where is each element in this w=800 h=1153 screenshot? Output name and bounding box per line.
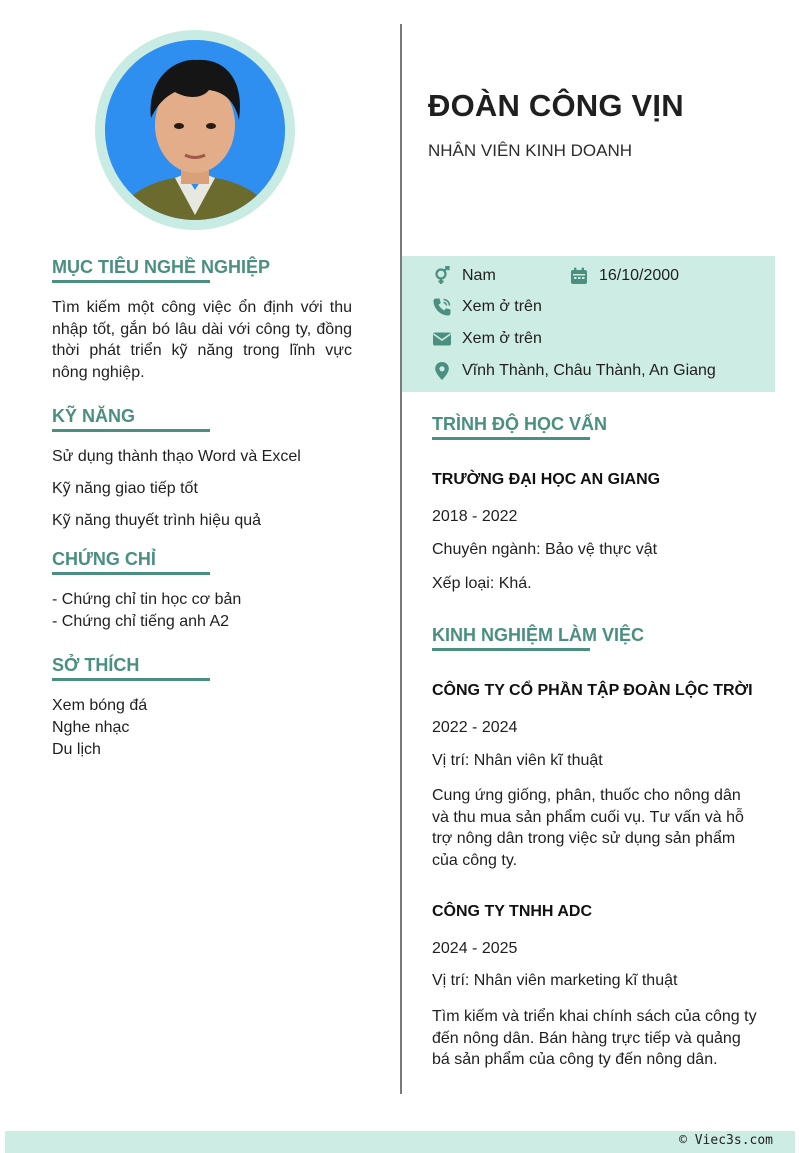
education-major: Chuyên ngành: Bảo vệ thực vật xyxy=(432,541,658,558)
objective-underline xyxy=(52,280,210,283)
contact-email xyxy=(432,329,542,349)
hobbies-title: SỞ THÍCH xyxy=(52,655,140,675)
column-divider xyxy=(400,24,402,1094)
job-description: Cung ứng giống, phân, thuốc cho nông dân và thu mua sản phẩm cuối vụ. Tư vấn và hỗ trợ nông dân trong việc sử dụng sản phẩm của công ty. xyxy=(432,787,744,869)
education-period: 2018 - 2022 xyxy=(432,508,518,525)
candidate-name: ĐOÀN CÔNG VỊN xyxy=(428,88,684,123)
job-position: Vị trí: Nhân viên kĩ thuật xyxy=(432,752,603,769)
skill-item: Kỹ năng giao tiếp tốt xyxy=(52,480,198,497)
job-description: Tìm kiếm và triển khai chính sách của công ty đến nông dân. Bán hàng trực tiếp và quảng bá sản phẩm của công ty đến nông dân. xyxy=(432,1008,757,1068)
email-icon xyxy=(432,329,452,349)
contact-address xyxy=(432,361,716,381)
objective-text: Tìm kiếm một công việc ổn định với thu nhập tốt, gắn bó lâu dài với công ty, đồng thời phát triển kỹ năng trong lĩnh vực nông nghiệp. xyxy=(52,299,352,381)
hobby-item: Nghe nhạc xyxy=(52,719,130,736)
email-value: Xem ở trên xyxy=(462,330,542,347)
job-company: CÔNG TY CỔ PHẦN TẬP ĐOÀN LỘC TRỜI xyxy=(432,682,753,699)
contact-birthdate xyxy=(569,266,679,286)
location-pin-icon xyxy=(432,361,452,381)
school-name: TRƯỜNG ĐẠI HỌC AN GIANG xyxy=(432,471,661,488)
education-grade: Xếp loại: Khá. xyxy=(432,575,532,592)
certificates-underline xyxy=(52,572,210,575)
avatar-frame xyxy=(95,30,295,230)
calendar-icon xyxy=(569,266,589,286)
hobby-item: Du lịch xyxy=(52,741,101,758)
skill-item: Kỹ năng thuyết trình hiệu quả xyxy=(52,512,262,529)
job-position: Vị trí: Nhân viên marketing kĩ thuật xyxy=(432,972,678,989)
footer-copyright: © Viec3s.com xyxy=(679,1133,773,1148)
candidate-position: NHÂN VIÊN KINH DOANH xyxy=(428,141,633,160)
address-value: Vĩnh Thành, Châu Thành, An Giang xyxy=(462,362,716,379)
gender-icon xyxy=(432,266,452,286)
certificate-item: - Chứng chỉ tiếng anh A2 xyxy=(52,613,230,630)
job-period: 2024 - 2025 xyxy=(432,940,518,957)
gender-value: Nam xyxy=(462,267,496,284)
education-title: TRÌNH ĐỘ HỌC VẤN xyxy=(432,414,607,434)
phone-value: Xem ở trên xyxy=(462,298,542,315)
certificates-title: CHỨNG CHỈ xyxy=(52,549,156,569)
job-company: CÔNG TY TNHH ADC xyxy=(432,903,592,920)
objective-title: MỤC TIÊU NGHỀ NGHIỆP xyxy=(52,257,271,277)
footer-bar xyxy=(5,1131,795,1153)
skills-title: KỸ NĂNG xyxy=(52,406,136,426)
birthdate-value: 16/10/2000 xyxy=(599,267,680,284)
phone-icon xyxy=(432,297,452,317)
avatar xyxy=(105,40,285,220)
experience-title: KINH NGHIỆM LÀM VIỆC xyxy=(432,625,645,645)
education-underline xyxy=(432,437,590,440)
contact-gender xyxy=(432,266,496,286)
hobbies-underline xyxy=(52,678,210,681)
skills-underline xyxy=(52,429,210,432)
hobby-item: Xem bóng đá xyxy=(52,697,148,714)
skill-item: Sử dụng thành thạo Word và Excel xyxy=(52,448,301,465)
contact-phone xyxy=(432,297,542,317)
certificate-item: - Chứng chỉ tin học cơ bản xyxy=(52,591,242,608)
experience-underline xyxy=(432,648,590,651)
job-period: 2022 - 2024 xyxy=(432,719,518,736)
